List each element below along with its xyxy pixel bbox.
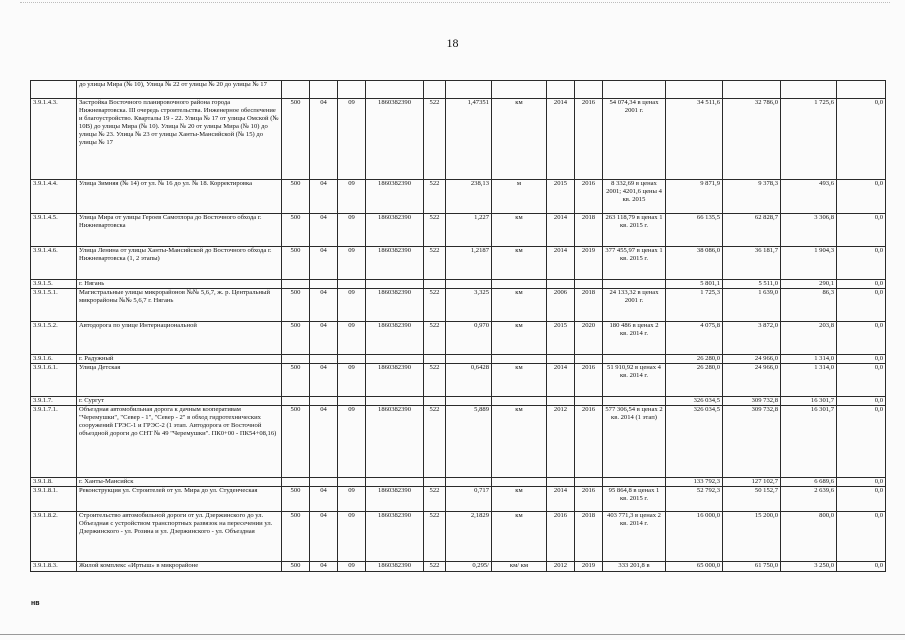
table-row: [31, 289, 886, 322]
subsection-cell: [338, 81, 366, 99]
other-sources-cell: 0,0: [837, 406, 886, 478]
section-cell: 04: [310, 562, 338, 572]
end-year-cell: 2016: [575, 364, 603, 397]
target-article-cell: 1860382390: [366, 562, 424, 572]
total-funding-cell: 34 511,6: [666, 99, 723, 180]
subsection-cell: 09: [338, 180, 366, 214]
code-cell: 500: [282, 247, 310, 280]
section-cell: 04: [310, 247, 338, 280]
table-row: [31, 180, 886, 214]
code-cell: 500: [282, 562, 310, 572]
total-funding-cell: 16 000,0: [666, 512, 723, 562]
total-funding-cell: 26 280,0: [666, 355, 723, 364]
total-funding-cell: 9 871,9: [666, 180, 723, 214]
other-sources-cell: 0,0: [837, 289, 886, 322]
code-cell: [282, 280, 310, 289]
end-year-cell: 2018: [575, 512, 603, 562]
other-sources-cell: 0,0: [837, 562, 886, 572]
start-year-cell: 2016: [547, 512, 575, 562]
table-row: [31, 478, 886, 487]
capacity-cell: 0,970: [446, 322, 492, 355]
table-row: [31, 512, 886, 562]
subsection-cell: 09: [338, 99, 366, 180]
row-number-cell: 3.9.1.8.3.: [31, 562, 77, 572]
local-budget-cell: 86,3: [781, 289, 837, 322]
code-cell: [282, 81, 310, 99]
unit-cell: км/ км: [492, 562, 547, 572]
other-sources-cell: 0,0: [837, 247, 886, 280]
capacity-cell: 3,325: [446, 289, 492, 322]
description-cell: Строительство автомобильной дороги от ул. Дзержинского до ул. Объездная с устройством транспортных развязок на пересечении ул. Дзержинского - ул. Розина и ул. Дзержинского - ул. Объездная: [77, 512, 282, 562]
section-cell: [310, 478, 338, 487]
other-sources-cell: 0,0: [837, 397, 886, 406]
table-row: [31, 406, 886, 478]
start-year-cell: 2014: [547, 487, 575, 512]
regional-budget-cell: 50 152,7: [723, 487, 781, 512]
local-budget-cell: 16 301,7: [781, 397, 837, 406]
section-cell: 04: [310, 487, 338, 512]
unit-cell: м: [492, 180, 547, 214]
subsection-cell: 09: [338, 406, 366, 478]
target-article-cell: 1860382390: [366, 512, 424, 562]
regional-budget-cell: 24 966,0: [723, 364, 781, 397]
end-year-cell: [575, 280, 603, 289]
description-cell: Жилой комплекс «Иртыш» в микрорайоне: [77, 562, 282, 572]
start-year-cell: 2014: [547, 247, 575, 280]
table-row: [31, 355, 886, 364]
subsection-cell: 09: [338, 562, 366, 572]
start-year-cell: 2014: [547, 214, 575, 247]
start-year-cell: [547, 478, 575, 487]
target-article-cell: [366, 355, 424, 364]
table-row: [31, 487, 886, 512]
regional-budget-cell: 309 732,8: [723, 397, 781, 406]
capacity-cell: 238,13: [446, 180, 492, 214]
target-article-cell: [366, 81, 424, 99]
unit-cell: км: [492, 247, 547, 280]
expense-type-cell: 522: [424, 322, 446, 355]
end-year-cell: 2019: [575, 247, 603, 280]
other-sources-cell: 0,0: [837, 280, 886, 289]
expense-type-cell: 522: [424, 289, 446, 322]
expense-type-cell: [424, 81, 446, 99]
capacity-cell: [446, 355, 492, 364]
unit-cell: [492, 355, 547, 364]
end-year-cell: 2016: [575, 406, 603, 478]
row-number-cell: 3.9.1.8.1.: [31, 487, 77, 512]
estimated-cost-cell: [603, 397, 666, 406]
target-article-cell: 1860382390: [366, 180, 424, 214]
estimated-cost-cell: 51 910,92 в ценах 4 кв. 2014 г.: [603, 364, 666, 397]
subsection-cell: 09: [338, 364, 366, 397]
end-year-cell: [575, 355, 603, 364]
estimated-cost-cell: 180 486 в ценах 2 кв. 2014 г.: [603, 322, 666, 355]
end-year-cell: 2018: [575, 214, 603, 247]
regional-budget-cell: 309 732,8: [723, 406, 781, 478]
estimated-cost-cell: [603, 280, 666, 289]
capacity-cell: 1,47351: [446, 99, 492, 180]
regional-budget-cell: 3 872,0: [723, 322, 781, 355]
capacity-cell: 0,6428: [446, 364, 492, 397]
expense-type-cell: 522: [424, 214, 446, 247]
other-sources-cell: 0,0: [837, 364, 886, 397]
capacity-cell: 2,1829: [446, 512, 492, 562]
capacity-cell: [446, 280, 492, 289]
capacity-cell: 5,889: [446, 406, 492, 478]
row-number-cell: 3.9.1.5.2.: [31, 322, 77, 355]
regional-budget-cell: [723, 81, 781, 99]
unit-cell: [492, 478, 547, 487]
target-article-cell: 1860382390: [366, 322, 424, 355]
total-funding-cell: 4 075,8: [666, 322, 723, 355]
other-sources-cell: 0,0: [837, 487, 886, 512]
estimated-cost-cell: 263 118,79 в ценах 1 кв. 2015 г.: [603, 214, 666, 247]
estimated-cost-cell: 577 306,54 в ценах 2 кв. 2014 (1 этап): [603, 406, 666, 478]
other-sources-cell: 0,0: [837, 322, 886, 355]
start-year-cell: 2015: [547, 180, 575, 214]
capacity-cell: 1,227: [446, 214, 492, 247]
row-number-cell: 3.9.1.8.2.: [31, 512, 77, 562]
other-sources-cell: [837, 81, 886, 99]
local-budget-cell: 2 639,6: [781, 487, 837, 512]
code-cell: 500: [282, 322, 310, 355]
local-budget-cell: 203,8: [781, 322, 837, 355]
target-article-cell: 1860382390: [366, 99, 424, 180]
subsection-cell: 09: [338, 487, 366, 512]
section-cell: 04: [310, 180, 338, 214]
end-year-cell: 2020: [575, 322, 603, 355]
estimated-cost-cell: [603, 81, 666, 99]
total-funding-cell: 38 086,0: [666, 247, 723, 280]
expense-type-cell: 522: [424, 99, 446, 180]
target-article-cell: 1860382390: [366, 487, 424, 512]
local-budget-cell: 800,0: [781, 512, 837, 562]
expense-type-cell: 522: [424, 180, 446, 214]
row-number-cell: 3.9.1.4.3.: [31, 99, 77, 180]
description-cell: г. Радужный: [77, 355, 282, 364]
section-cell: [310, 81, 338, 99]
code-cell: 500: [282, 99, 310, 180]
start-year-cell: [547, 397, 575, 406]
description-cell: г. Ханты-Мансийск: [77, 478, 282, 487]
row-number-cell: 3.9.1.5.: [31, 280, 77, 289]
other-sources-cell: 0,0: [837, 180, 886, 214]
row-number-cell: 3.9.1.4.6.: [31, 247, 77, 280]
start-year-cell: 2014: [547, 99, 575, 180]
section-cell: 04: [310, 364, 338, 397]
regional-budget-cell: 15 200,0: [723, 512, 781, 562]
description-cell: г. Сургут: [77, 397, 282, 406]
row-number-cell: 3.9.1.5.1.: [31, 289, 77, 322]
start-year-cell: 2012: [547, 406, 575, 478]
unit-cell: км: [492, 512, 547, 562]
page-number: 18: [446, 36, 459, 50]
section-cell: [310, 397, 338, 406]
other-sources-cell: 0,0: [837, 478, 886, 487]
code-cell: 500: [282, 487, 310, 512]
regional-budget-cell: 1 639,0: [723, 289, 781, 322]
description-cell: до улицы Мира (№ 10), Улица № 22 от улицы № 20 до улицы № 17: [77, 81, 282, 99]
capacity-cell: [446, 478, 492, 487]
total-funding-cell: 5 801,1: [666, 280, 723, 289]
code-cell: 500: [282, 214, 310, 247]
budget-table: [30, 80, 886, 572]
code-cell: [282, 397, 310, 406]
end-year-cell: 2016: [575, 180, 603, 214]
row-number-cell: 3.9.1.7.: [31, 397, 77, 406]
regional-budget-cell: 62 828,7: [723, 214, 781, 247]
expense-type-cell: [424, 397, 446, 406]
total-funding-cell: 326 034,5: [666, 406, 723, 478]
target-article-cell: 1860382390: [366, 247, 424, 280]
description-cell: Улица Ленина от улицы Ханты-Мансийской до Восточного обхода г. Нижневартовска (1, 2 этапы): [77, 247, 282, 280]
unit-cell: км: [492, 289, 547, 322]
capacity-cell: 0,717: [446, 487, 492, 512]
unit-cell: [492, 81, 547, 99]
description-cell: Улица Зимняя (№ 14) от ул. № 16 до ул. № 18. Корректировка: [77, 180, 282, 214]
table-row: [31, 364, 886, 397]
target-article-cell: [366, 478, 424, 487]
row-number-cell: 3.9.1.6.1.: [31, 364, 77, 397]
expense-type-cell: 522: [424, 487, 446, 512]
local-budget-cell: 3 250,0: [781, 562, 837, 572]
description-cell: г. Нягань: [77, 280, 282, 289]
start-year-cell: 2015: [547, 322, 575, 355]
local-budget-cell: 290,1: [781, 280, 837, 289]
end-year-cell: 2018: [575, 289, 603, 322]
table-row: [31, 247, 886, 280]
expense-type-cell: 522: [424, 364, 446, 397]
table-row: [31, 397, 886, 406]
end-year-cell: [575, 81, 603, 99]
table-row: [31, 562, 886, 572]
description-cell: Объездная автомобильная дорога к дачным кооперативам "Черемушки", "Север - 1", "Север - 2" в обход гидротехнических сооружений ГРЭС-1 и ГРЭС-2 (1 этап. Автодорога от Восточной объездной дороги до СНТ № 49 "Черемушки". ПК0+00 - ПК54+08,16): [77, 406, 282, 478]
unit-cell: [492, 397, 547, 406]
estimated-cost-cell: 54 074,34 в ценах 2001 г.: [603, 99, 666, 180]
capacity-cell: 0,295/: [446, 562, 492, 572]
total-funding-cell: 52 792,3: [666, 487, 723, 512]
unit-cell: км: [492, 406, 547, 478]
row-number-cell: 3.9.1.4.5.: [31, 214, 77, 247]
description-cell: Улица Детская: [77, 364, 282, 397]
local-budget-cell: 1 904,3: [781, 247, 837, 280]
end-year-cell: [575, 478, 603, 487]
target-article-cell: 1860382390: [366, 406, 424, 478]
total-funding-cell: 326 034,5: [666, 397, 723, 406]
start-year-cell: 2012: [547, 562, 575, 572]
unit-cell: км: [492, 214, 547, 247]
end-year-cell: [575, 397, 603, 406]
description-cell: Автодорога по улице Интернациональной: [77, 322, 282, 355]
section-cell: 04: [310, 289, 338, 322]
code-cell: 500: [282, 364, 310, 397]
target-article-cell: 1860382390: [366, 364, 424, 397]
row-number-cell: [31, 81, 77, 99]
section-cell: 04: [310, 99, 338, 180]
code-cell: 500: [282, 289, 310, 322]
unit-cell: км: [492, 99, 547, 180]
subsection-cell: [338, 478, 366, 487]
target-article-cell: 1860382390: [366, 289, 424, 322]
code-cell: 500: [282, 512, 310, 562]
table-row: [31, 322, 886, 355]
estimated-cost-cell: 333 201,8 в: [603, 562, 666, 572]
total-funding-cell: [666, 81, 723, 99]
other-sources-cell: 0,0: [837, 512, 886, 562]
expense-type-cell: 522: [424, 512, 446, 562]
local-budget-cell: 16 301,7: [781, 406, 837, 478]
subsection-cell: 09: [338, 322, 366, 355]
expense-type-cell: [424, 355, 446, 364]
section-cell: 04: [310, 406, 338, 478]
unit-cell: км: [492, 487, 547, 512]
section-cell: 04: [310, 322, 338, 355]
start-year-cell: 2006: [547, 289, 575, 322]
target-article-cell: [366, 280, 424, 289]
code-cell: 500: [282, 180, 310, 214]
subsection-cell: 09: [338, 214, 366, 247]
expense-type-cell: 522: [424, 562, 446, 572]
local-budget-cell: 493,6: [781, 180, 837, 214]
regional-budget-cell: 127 102,7: [723, 478, 781, 487]
total-funding-cell: 66 135,5: [666, 214, 723, 247]
table-row: [31, 81, 886, 99]
other-sources-cell: 0,0: [837, 214, 886, 247]
estimated-cost-cell: 377 455,97 в ценах 1 кв. 2015 г.: [603, 247, 666, 280]
end-year-cell: 2016: [575, 487, 603, 512]
description-cell: Реконструкция ул. Строителей от ул. Мира до ул. Студенческая: [77, 487, 282, 512]
start-year-cell: [547, 355, 575, 364]
total-funding-cell: 133 792,3: [666, 478, 723, 487]
regional-budget-cell: 36 181,7: [723, 247, 781, 280]
estimated-cost-cell: 24 133,32 в ценах 2001 г.: [603, 289, 666, 322]
section-cell: [310, 280, 338, 289]
end-year-cell: 2019: [575, 562, 603, 572]
expense-type-cell: [424, 280, 446, 289]
footer-mark: нв: [31, 600, 40, 607]
start-year-cell: [547, 81, 575, 99]
local-budget-cell: 3 306,8: [781, 214, 837, 247]
code-cell: 500: [282, 406, 310, 478]
local-budget-cell: 1 725,6: [781, 99, 837, 180]
subsection-cell: 09: [338, 289, 366, 322]
description-cell: Магистральные улицы микрорайонов №№ 5,6,7, ж. р. Центральный микрорайоны №№ 5,6,7 г. Нягань: [77, 289, 282, 322]
local-budget-cell: 1 314,0: [781, 355, 837, 364]
expense-type-cell: [424, 478, 446, 487]
regional-budget-cell: 9 378,3: [723, 180, 781, 214]
section-cell: 04: [310, 512, 338, 562]
row-number-cell: 3.9.1.8.: [31, 478, 77, 487]
start-year-cell: [547, 280, 575, 289]
local-budget-cell: [781, 81, 837, 99]
end-year-cell: 2016: [575, 99, 603, 180]
total-funding-cell: 26 280,0: [666, 364, 723, 397]
row-number-cell: 3.9.1.7.1.: [31, 406, 77, 478]
subsection-cell: [338, 280, 366, 289]
regional-budget-cell: 5 511,0: [723, 280, 781, 289]
local-budget-cell: 1 314,0: [781, 364, 837, 397]
table-row: [31, 214, 886, 247]
scan-edge-bottom: [0, 634, 905, 635]
capacity-cell: [446, 397, 492, 406]
start-year-cell: 2014: [547, 364, 575, 397]
table-row: [31, 280, 886, 289]
row-number-cell: 3.9.1.6.: [31, 355, 77, 364]
regional-budget-cell: 24 966,0: [723, 355, 781, 364]
subsection-cell: [338, 397, 366, 406]
regional-budget-cell: 32 786,0: [723, 99, 781, 180]
unit-cell: [492, 280, 547, 289]
other-sources-cell: 0,0: [837, 355, 886, 364]
code-cell: [282, 355, 310, 364]
expense-type-cell: 522: [424, 406, 446, 478]
estimated-cost-cell: 8 332,69 в ценах 2001; 4201,6 цены 4 кв. 2015: [603, 180, 666, 214]
estimated-cost-cell: 403 771,3 в ценах 2 кв. 2014 г.: [603, 512, 666, 562]
table-row: [31, 99, 886, 180]
subsection-cell: 09: [338, 512, 366, 562]
section-cell: [310, 355, 338, 364]
regional-budget-cell: 61 750,0: [723, 562, 781, 572]
description-cell: Улица Мира от улицы Героев Самотлора до Восточного обхода г. Нижневартовска: [77, 214, 282, 247]
subsection-cell: [338, 355, 366, 364]
expense-type-cell: 522: [424, 247, 446, 280]
total-funding-cell: 65 000,0: [666, 562, 723, 572]
capacity-cell: 1,2187: [446, 247, 492, 280]
unit-cell: км: [492, 364, 547, 397]
capacity-cell: [446, 81, 492, 99]
target-article-cell: [366, 397, 424, 406]
unit-cell: км: [492, 322, 547, 355]
description-cell: Застройка Восточного планировочного района города Нижневартовска. III очередь строительства. Инженерное обеспечение и благоустройство. Кварталы 19 - 22. Улица № 17 от улицы Омской (№ 10В) до улицы Мира (№ 10). Улица № 20 от улицы Мира (№ 10) до улицы № 23. Улица № 23 от улицы Ханты-Мансийской (№ 15) до улицы № 17: [77, 99, 282, 180]
estimated-cost-cell: 95 864,8 в ценах 1 кв. 2015 г.: [603, 487, 666, 512]
row-number-cell: 3.9.1.4.4.: [31, 180, 77, 214]
estimated-cost-cell: [603, 355, 666, 364]
total-funding-cell: 1 725,3: [666, 289, 723, 322]
local-budget-cell: 6 689,6: [781, 478, 837, 487]
target-article-cell: 1860382390: [366, 214, 424, 247]
other-sources-cell: 0,0: [837, 99, 886, 180]
subsection-cell: 09: [338, 247, 366, 280]
scan-edge-top: [20, 2, 890, 3]
estimated-cost-cell: [603, 478, 666, 487]
code-cell: [282, 478, 310, 487]
section-cell: 04: [310, 214, 338, 247]
